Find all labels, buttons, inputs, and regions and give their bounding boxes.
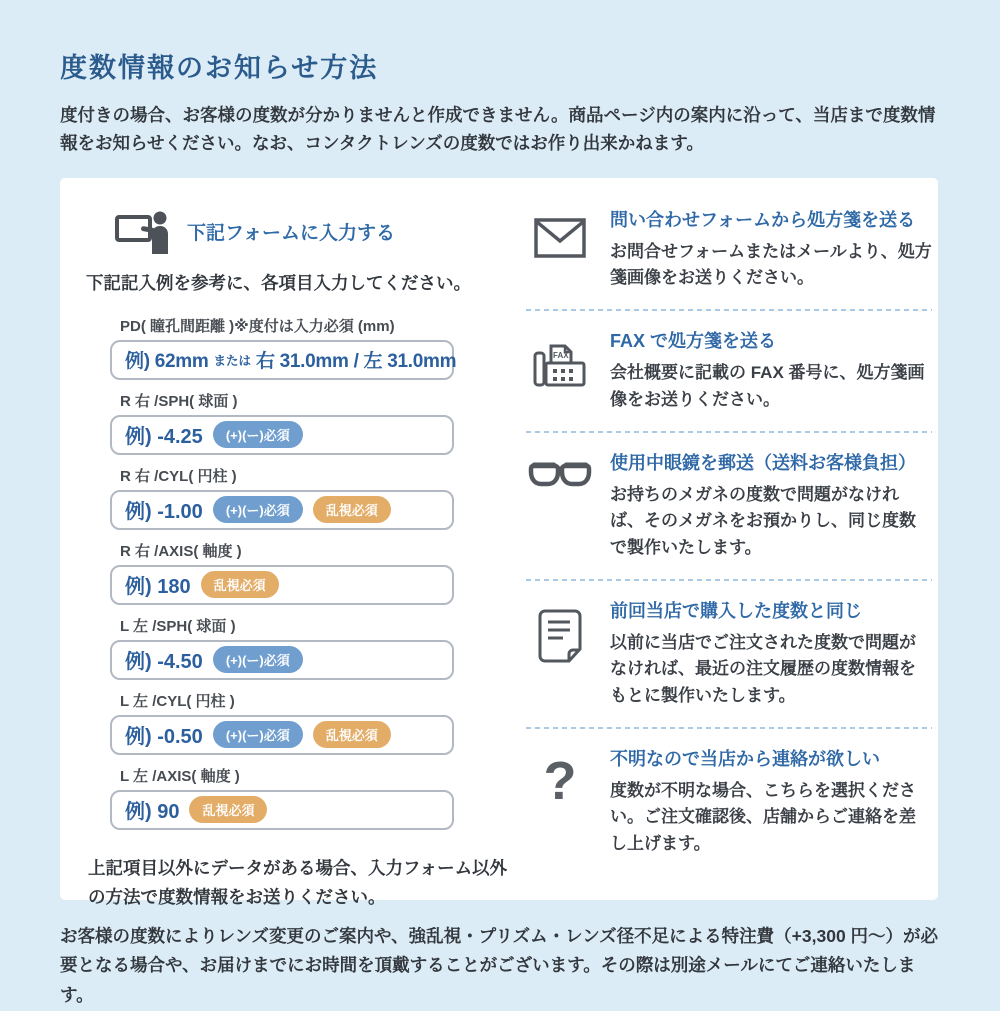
- field-label: L 左 /CYL( 円柱 ): [120, 692, 235, 710]
- method-title: 不明なので当店から連絡が欲しい: [610, 749, 880, 770]
- method-mail-glasses: [498, 433, 932, 579]
- form-field-pd: [110, 315, 457, 380]
- field-example-box: [110, 715, 454, 755]
- form-field-l-sph: [110, 615, 454, 680]
- method-body: 以前に当店でご注文された度数で問題がなければ、最近の注文履歴の度数情報をもとに製作いたします。: [610, 633, 916, 705]
- mail-icon: [528, 206, 592, 292]
- method-title: 問い合わせフォームから処方箋を送る: [610, 209, 916, 230]
- method-unknown-contact: [498, 729, 932, 875]
- field-example: 例) 180: [125, 576, 191, 599]
- required-sign-badge: (+)(ー)必須: [213, 646, 303, 673]
- field-label: R 右 /SPH( 球面 ): [120, 392, 238, 410]
- info-card: [60, 178, 938, 907]
- method-text: [610, 597, 932, 709]
- form-note: 上記項目以外にデータがある場合、入力フォーム以外の方法で度数情報をお送りください。: [88, 857, 508, 907]
- field-label: L 左 /SPH( 球面 ): [120, 617, 236, 635]
- field-example-box: [110, 490, 454, 530]
- field-example: 例) -4.50: [125, 651, 203, 674]
- form-field-r-cyl: [110, 465, 454, 530]
- svg-text:FAX: FAX: [553, 351, 569, 361]
- glasses-icon: [528, 449, 592, 561]
- method-text: [610, 206, 932, 292]
- document-icon: [528, 597, 592, 709]
- form-header: [114, 210, 498, 254]
- footer-note: お客様の度数によりレンズ変更のご案内や、強乱視・プリズム・レンズ径不足による特注費（+3,300 円〜）が必要となる場合や、お届けまでにお時間を頂戴することがございます。その際は別途メールにてご連絡いたします。: [60, 925, 939, 1006]
- method-body: 会社概要に記載の FAX 番号に、処方箋画像をお送りください。: [610, 363, 925, 409]
- field-example-or: または: [213, 353, 251, 368]
- field-example-box: [110, 415, 454, 455]
- form-field-l-axis: [110, 765, 454, 830]
- astigmatism-required-badge: 乱視必須: [201, 571, 279, 598]
- question-icon: ?: [543, 751, 577, 812]
- field-label: R 右 /CYL( 円柱 ): [120, 467, 237, 485]
- field-example-tail: 右 31.0mm / 左 31.0mm: [255, 351, 457, 373]
- method-title: 使用中眼鏡を郵送（送料お客様負担）: [610, 453, 916, 474]
- form-field-r-axis: [110, 540, 454, 605]
- field-example-box: [110, 340, 457, 380]
- method-text: [610, 449, 932, 561]
- method-title: 前回当店で購入した度数と同じ: [610, 601, 862, 622]
- intro-text: 度付きの場合、お客様の度数が分かりませんと作成できません。商品ページ内の案内に沿って、当店まで度数情報をお知らせください。なお、コンタクトレンズの度数ではお作り出来かねます。: [60, 105, 936, 154]
- field-example: 例) 90: [125, 801, 180, 824]
- field-example-box: [110, 640, 454, 680]
- fax-icon: [528, 327, 592, 413]
- method-body: 度数が不明な場合、こちらを選択ください。ご注文確認後、店舗からご連絡を差し上げます。: [610, 781, 916, 853]
- field-example: 例) -1.00: [125, 501, 203, 524]
- required-sign-badge: (+)(ー)必須: [213, 721, 303, 748]
- presenter-icon: [114, 210, 172, 254]
- form-section: [60, 178, 508, 907]
- field-label: R 右 /AXIS( 軸度 ): [120, 542, 242, 560]
- page-title: 度数情報のお知らせ方法: [60, 53, 379, 83]
- field-example: 例) -0.50: [125, 726, 203, 749]
- method-body: お問合せフォームまたはメールより、処方箋画像をお送りください。: [610, 241, 932, 288]
- method-fax: [498, 311, 932, 431]
- required-sign-badge: (+)(ー)必須: [213, 421, 303, 448]
- field-example-box: [110, 790, 454, 830]
- astigmatism-required-badge: 乱視必須: [313, 721, 391, 748]
- field-label: PD( 瞳孔間距離 )※度付は入力必須 (mm): [120, 317, 395, 335]
- method-contact-form: [498, 190, 932, 310]
- method-previous-order: [498, 581, 932, 727]
- astigmatism-required-badge: 乱視必須: [189, 796, 267, 823]
- required-sign-badge: (+)(ー)必須: [213, 496, 303, 523]
- astigmatism-required-badge: 乱視必須: [313, 496, 391, 523]
- field-label: L 左 /AXIS( 軸度 ): [120, 767, 240, 785]
- form-fields: [110, 315, 457, 830]
- method-text: [610, 327, 932, 413]
- methods-section: [498, 178, 958, 900]
- form-field-r-sph: [110, 390, 454, 455]
- field-example-box: [110, 565, 454, 605]
- method-body: お持ちのメガネの度数で問題がなければ、そのメガネをお預かりし、同じ度数で製作いたします。: [610, 485, 916, 557]
- method-title: FAX で処方箋を送る: [610, 331, 777, 352]
- field-example: 例) 62mm: [125, 351, 209, 373]
- method-text: [610, 745, 932, 857]
- field-example: 例) -4.25: [125, 426, 203, 449]
- form-instruction: 下記記入例を参考に、各項目入力してください。: [86, 272, 471, 293]
- form-field-l-cyl: [110, 690, 454, 755]
- form-header-title: 下記フォームに入力する: [187, 223, 396, 245]
